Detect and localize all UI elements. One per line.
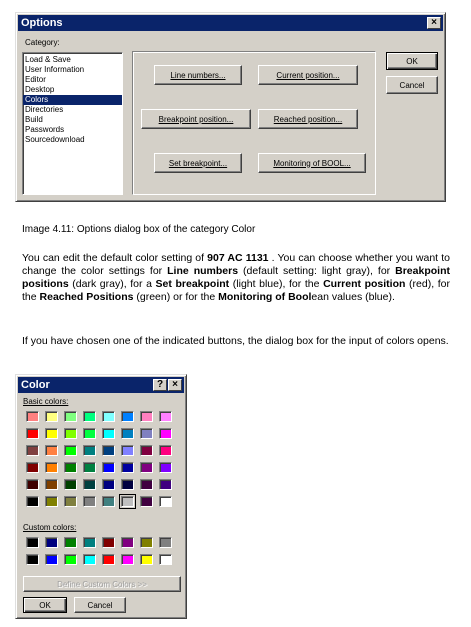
ok-button[interactable]: OK xyxy=(386,52,438,70)
reached-position-button[interactable]: Reached position... xyxy=(258,109,358,129)
current-position-button[interactable]: Current position... xyxy=(258,65,358,85)
basic-color-swatch[interactable] xyxy=(45,462,58,473)
basic-color-swatch[interactable] xyxy=(159,411,172,422)
custom-color-swatch[interactable] xyxy=(64,554,77,565)
color-ok-button[interactable]: OK xyxy=(23,597,67,613)
close-icon[interactable]: × xyxy=(168,379,182,391)
basic-color-swatch[interactable] xyxy=(83,445,96,456)
basic-color-swatch[interactable] xyxy=(121,428,134,439)
basic-color-swatch[interactable] xyxy=(64,496,77,507)
basic-color-swatch[interactable] xyxy=(140,428,153,439)
paragraph-color-dialog: If you have chosen one of the indicated buttons, the dialog box for the input of colors opens. xyxy=(22,335,449,347)
custom-color-swatch[interactable] xyxy=(121,554,134,565)
basic-color-swatch[interactable] xyxy=(45,428,58,439)
basic-color-swatch[interactable] xyxy=(64,479,77,490)
color-cancel-button[interactable]: Cancel xyxy=(74,597,126,613)
custom-color-swatch[interactable] xyxy=(26,554,39,565)
basic-color-swatch[interactable] xyxy=(64,445,77,456)
set-breakpoint-button[interactable]: Set breakpoint... xyxy=(154,153,242,173)
basic-color-swatch[interactable] xyxy=(102,411,115,422)
basic-color-swatch[interactable] xyxy=(140,479,153,490)
custom-colors-grid xyxy=(26,537,186,571)
define-custom-colors-button[interactable]: Define Custom Colors >> xyxy=(23,576,181,592)
custom-color-swatch[interactable] xyxy=(45,554,58,565)
basic-color-swatch[interactable] xyxy=(64,428,77,439)
basic-color-swatch[interactable] xyxy=(45,496,58,507)
line-numbers-button[interactable]: Line numbers... xyxy=(154,65,242,85)
basic-color-swatch[interactable] xyxy=(140,462,153,473)
basic-color-swatch[interactable] xyxy=(102,479,115,490)
options-title: Options xyxy=(21,17,63,29)
close-icon[interactable]: × xyxy=(427,17,441,29)
figure-caption: Image 4.11: Options dialog box of the category Color xyxy=(22,224,256,235)
cancel-button[interactable]: Cancel xyxy=(386,76,438,94)
basic-color-swatch[interactable] xyxy=(64,462,77,473)
custom-color-swatch[interactable] xyxy=(83,554,96,565)
breakpoint-position-button[interactable]: Breakpoint position... xyxy=(141,109,251,129)
custom-color-swatch[interactable] xyxy=(159,537,172,548)
category-list[interactable] xyxy=(22,52,123,195)
basic-color-swatch[interactable] xyxy=(121,479,134,490)
category-item[interactable]: Passwords xyxy=(25,125,65,134)
basic-color-swatch[interactable] xyxy=(83,428,96,439)
custom-color-swatch[interactable] xyxy=(26,537,39,548)
basic-color-swatch[interactable] xyxy=(140,445,153,456)
category-item[interactable]: Directories xyxy=(25,105,64,114)
basic-color-swatch[interactable] xyxy=(26,411,39,422)
basic-color-swatch[interactable] xyxy=(102,445,115,456)
basic-color-swatch[interactable] xyxy=(26,445,39,456)
paragraph-color-settings: You can edit the default color setting of 907 AC 1131 . You can choose whether you want to change the color settings for Line numbers (default setting: light gray), for Breakpoint positions (dark gray), for a Set breakpoint (light blue), for the Current position (red), for the Reached Positions (green) or for the Monitoring of Boolean values (blue). xyxy=(22,252,450,303)
help-icon[interactable]: ? xyxy=(153,379,167,391)
basic-color-swatch[interactable] xyxy=(159,445,172,456)
category-item[interactable]: Editor xyxy=(25,75,46,84)
basic-color-swatch[interactable] xyxy=(159,462,172,473)
category-item[interactable]: Sourcedownload xyxy=(25,135,85,144)
basic-color-swatch[interactable] xyxy=(121,496,134,507)
basic-color-swatch[interactable] xyxy=(83,479,96,490)
basic-color-swatch[interactable] xyxy=(26,496,39,507)
custom-color-swatch[interactable] xyxy=(64,537,77,548)
basic-color-swatch[interactable] xyxy=(26,428,39,439)
custom-color-swatch[interactable] xyxy=(140,537,153,548)
category-label: Category: xyxy=(25,38,60,47)
basic-color-swatch[interactable] xyxy=(83,462,96,473)
basic-colors-grid xyxy=(26,411,186,509)
basic-color-swatch[interactable] xyxy=(102,428,115,439)
basic-color-swatch[interactable] xyxy=(159,496,172,507)
basic-color-swatch[interactable] xyxy=(45,411,58,422)
basic-color-swatch[interactable] xyxy=(83,496,96,507)
basic-color-swatch[interactable] xyxy=(83,411,96,422)
custom-color-swatch[interactable] xyxy=(159,554,172,565)
options-titlebar xyxy=(18,15,443,31)
custom-color-swatch[interactable] xyxy=(102,537,115,548)
custom-color-swatch[interactable] xyxy=(83,537,96,548)
basic-color-swatch[interactable] xyxy=(26,462,39,473)
basic-color-swatch[interactable] xyxy=(140,496,153,507)
custom-color-swatch[interactable] xyxy=(121,537,134,548)
basic-color-swatch[interactable] xyxy=(102,462,115,473)
basic-color-swatch[interactable] xyxy=(121,462,134,473)
basic-color-swatch[interactable] xyxy=(121,411,134,422)
category-item[interactable]: Build xyxy=(25,115,43,124)
color-dialog xyxy=(15,374,187,619)
options-dialog xyxy=(15,12,446,202)
basic-color-swatch[interactable] xyxy=(121,445,134,456)
basic-color-swatch[interactable] xyxy=(45,445,58,456)
category-item[interactable]: Load & Save xyxy=(25,55,71,64)
custom-color-swatch[interactable] xyxy=(140,554,153,565)
category-item[interactable]: Desktop xyxy=(25,85,55,94)
basic-color-swatch[interactable] xyxy=(140,411,153,422)
category-item[interactable]: User Information xyxy=(25,65,85,74)
basic-color-swatch[interactable] xyxy=(45,479,58,490)
color-titlebar xyxy=(18,377,184,393)
basic-color-swatch[interactable] xyxy=(159,428,172,439)
custom-color-swatch[interactable] xyxy=(102,554,115,565)
custom-color-swatch[interactable] xyxy=(45,537,58,548)
category-item[interactable]: Colors xyxy=(23,95,122,105)
custom-colors-label: Custom colors: xyxy=(23,523,77,532)
basic-color-swatch[interactable] xyxy=(64,411,77,422)
monitoring-bool-button[interactable]: Monitoring of BOOL... xyxy=(258,153,366,173)
basic-color-swatch[interactable] xyxy=(102,496,115,507)
basic-colors-label: Basic colors: xyxy=(23,397,69,406)
basic-color-swatch[interactable] xyxy=(159,479,172,490)
basic-color-swatch[interactable] xyxy=(26,479,39,490)
color-title: Color xyxy=(21,379,50,391)
